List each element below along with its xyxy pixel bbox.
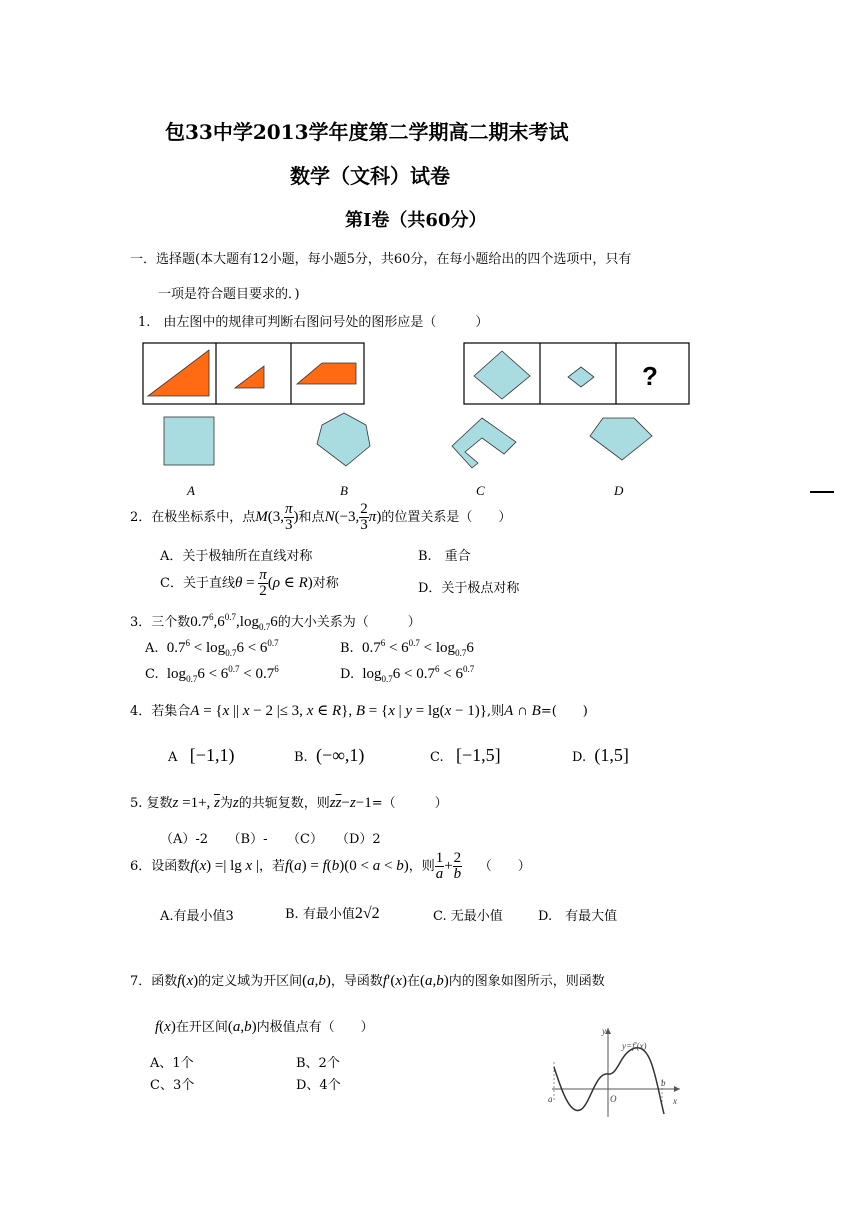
option-c-chevron: [452, 418, 516, 468]
svg-text:x: x: [673, 1096, 677, 1106]
large-triangle: [148, 350, 209, 396]
q4-option-a: A [−1,1): [168, 745, 235, 765]
q7-option-d: D、4个: [296, 1078, 341, 1093]
svg-text:b: b: [661, 1078, 666, 1088]
option-b-label: B: [340, 483, 348, 498]
svg-text:y=f′(x): y=f′(x): [622, 1041, 647, 1051]
trapezoid: [297, 363, 356, 384]
q7-stem-line1: 7．函数f(x)的定义域为开区间(a,b)，导函数f′(x)在(a,b)内的图象如图所示，则函数: [130, 973, 605, 989]
q2-option-b: B. 重合: [418, 549, 471, 564]
q6-option-b: B. 有最小值2√2: [285, 905, 380, 922]
q4-stem: 4．若集合A = {x || x − 2 |≤ 3, x ∈ R}, B = {x | y = lg(x − 1)},则A ∩ B=( ): [130, 703, 588, 719]
option-a-square: [164, 417, 214, 465]
q3-stem: 3．三个数$0.7^6,6^{0.7},\log_{0.7}6$的大小关系为（ ）: [130, 612, 421, 632]
left-pattern-grid: [143, 343, 364, 404]
q2-option-c: C．关于直线θ = $\frac{\pi}{2}$ (ρ ∈ R)对称: [160, 567, 339, 599]
part-title: 第Ⅰ卷（共60分）: [345, 210, 487, 231]
q7-option-c: C、3个: [150, 1078, 195, 1093]
q4-option-b: B. (−∞,1): [294, 745, 365, 765]
q7-stem-line2: f(x)在开区间(a,b)内极值点有（ ）: [155, 1019, 374, 1035]
q4-option-d: D. (1,5]: [572, 745, 629, 765]
margin-dash: [810, 491, 834, 493]
option-d-label: D: [614, 483, 624, 498]
exam-subtitle: 数学（文科）试卷: [290, 164, 450, 188]
exam-title: 包33中学2013学年度第二学期高二期末考试: [165, 120, 569, 144]
q6-stem: 6．设函数f(x) =| lg x |，若f(a) = f(b)(0 < a < b)，则 $\frac{1}{a}$ + $\frac{2}{b}$ （ ）: [130, 850, 531, 882]
q5-stem: 5. 复数z =1+, $\overline{z}$为z的共轭复数，则$z\overline{z}-z-1=$（ ）: [130, 795, 448, 811]
derivative-graph: [540, 1022, 690, 1122]
svg-text:a: a: [548, 1094, 553, 1104]
svg-text:O: O: [610, 1094, 617, 1104]
q2-option-a: A．关于极轴所在直线对称: [160, 549, 313, 564]
option-c-label: C: [476, 483, 485, 498]
section-intro-line2: 一项是符合题目要求的．): [158, 287, 300, 302]
q2-stem: 2．在极坐标系中，点M(3, $\frac{\pi}{3}$ )和点N(−3, $\frac{2}{3}$ π)的位置关系是（ ）: [130, 501, 512, 533]
option-d-hexagon: [590, 418, 652, 460]
q3-option-b: B. $0.7^6 < 6^{0.7} < \log_{0.7}6$: [340, 638, 474, 658]
q3-option-d: D. $\log_{0.7}6 < 0.7^6 < 6^{0.7}$: [340, 664, 475, 684]
svg-text:y: y: [602, 1026, 606, 1036]
q3-option-c: C. $\log_{0.7}6 < 6^{0.7} < 0.7^6$: [145, 664, 279, 684]
section-intro-line1: 一．选择题(本大题有12小题，每小题5分，共60分，在每小题给出的四个选项中，只有: [130, 252, 632, 267]
q1-stem: 1. 由左图中的规律可判断右图问号处的图形应是（ ）: [138, 315, 489, 330]
small-triangle: [235, 366, 264, 388]
small-diamond: [568, 367, 594, 387]
option-a-label: A: [187, 483, 195, 498]
option-b-octagon: [317, 413, 370, 466]
q3-option-a: A. $0.7^6 < \log_{0.7}6 < 6^{0.7}$: [145, 638, 279, 658]
q7-option-b: B、2个: [296, 1056, 340, 1071]
q5-options: （A）-2 （B）- （C） （D）2: [160, 832, 381, 847]
q6-option-d: D. 有最大值: [538, 909, 618, 924]
question-mark: ?: [642, 361, 658, 391]
q4-option-c: C. [−1,5]: [430, 745, 501, 765]
q2-option-d: D．关于极点对称: [418, 581, 520, 596]
q1-figures: [0, 0, 860, 500]
q6-option-a: A.有最小值3: [160, 909, 234, 924]
q6-option-c: C. 无最小值: [433, 909, 503, 924]
large-diamond: [474, 351, 530, 399]
q7-option-a: A、1个: [150, 1056, 194, 1071]
